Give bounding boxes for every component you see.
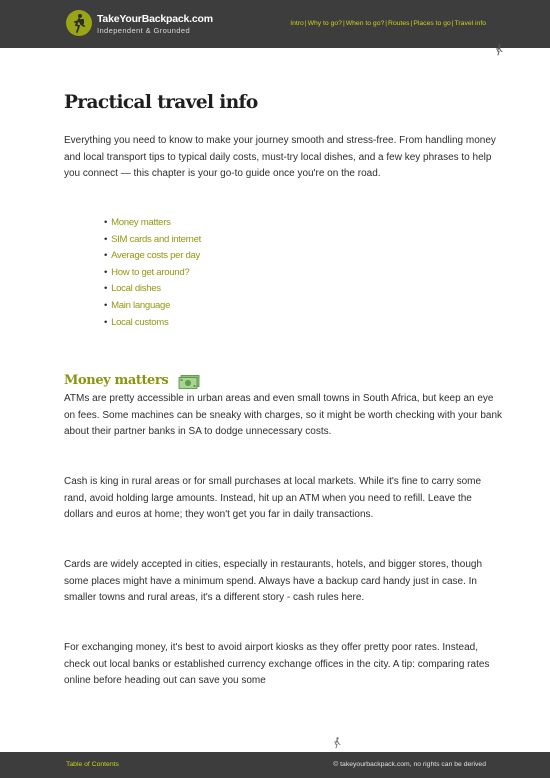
toc-item [104, 232, 201, 249]
toc-item [104, 265, 201, 282]
toc-link-get-around[interactable]: How to get around? [111, 266, 190, 278]
toc-link-main-language[interactable]: Main language [111, 299, 171, 311]
nav-item-routes[interactable]: Routes [388, 20, 410, 27]
nav-item-when-to-go[interactable]: When to go? [345, 20, 385, 27]
page-header [0, 0, 550, 48]
banknote-icon [178, 375, 200, 389]
toc-item [104, 215, 201, 232]
toc-link-sim-cards[interactable]: SIM cards and internet [111, 233, 201, 245]
nav-separator: | [342, 20, 345, 27]
toc-link-local-customs[interactable]: Local customs [111, 316, 169, 328]
nav-item-why-to-go[interactable]: Why to go? [307, 20, 342, 27]
toc-item [104, 315, 201, 332]
top-navigation [290, 20, 486, 27]
money-paragraph-cards: Cards are widely accepted in cities, especially in restaurants, hotels, and bigger stores, though some places might have a minimum spend. Always have a backup card handy just in case. In smaller towns and rural areas, it's a different story - cash rules here. [64, 559, 483, 604]
table-of-contents-list [104, 215, 201, 331]
money-paragraph-exchange: For exchanging money, it's best to avoid airport kiosks as they offer pretty poor rates. Instead, check out local banks or established currency exchange offices in the city. A tip: comparing rates online before heading out can save you some [64, 642, 490, 687]
nav-separator: | [410, 20, 413, 27]
toc-link-average-costs[interactable]: Average costs per day [111, 250, 201, 262]
toc-item [104, 298, 201, 315]
page-footer [0, 752, 550, 778]
hiker-icon [494, 44, 504, 56]
toc-item [104, 281, 201, 298]
nav-item-places-to-go[interactable]: Places to go [413, 20, 451, 27]
hiker-icon [332, 737, 342, 749]
page-title: Practical travel info [64, 92, 258, 113]
money-matters-heading: Money matters [64, 373, 169, 388]
toc-link-local-dishes[interactable]: Local dishes [111, 283, 161, 295]
brand-tagline: Independent & Grounded [97, 26, 191, 35]
copyright-notice: © takeyourbackpack.com, no rights can be derived [333, 761, 486, 768]
toc-item [104, 248, 201, 265]
toc-link-money-matters[interactable]: Money matters [111, 217, 171, 228]
nav-item-intro[interactable]: Intro [290, 20, 304, 27]
logo-hiker-icon[interactable] [66, 10, 92, 36]
nav-separator: | [385, 20, 388, 27]
brand-name[interactable]: TakeYourBackpack.com [97, 13, 213, 25]
table-of-contents-link[interactable]: Table of Contents [66, 761, 119, 768]
money-paragraph-atms: ATMs are pretty accessible in urban areas and even small towns in South Africa, but keep an eye on fees. Some machines can be sneaky with charges, so it might be worth checking with your bank about their partner banks in SA to dodge unnecessary costs. [64, 393, 503, 438]
nav-separator: | [304, 20, 307, 27]
nav-item-travel-info[interactable]: Travel info [454, 20, 486, 27]
money-paragraph-cash: Cash is king in rural areas or for small purchases at local markets. While it's fine to carry some rand, avoid holding large amounts. Instead, hit up an ATM when you need to refill. Leave the dollars and euros at home; they won't get you far in daily transactions. [64, 476, 482, 521]
intro-paragraph: Everything you need to know to make your journey smooth and stress-free. From handling money and local transport tips to typical daily costs, must-try local dishes, and a few key phrases to help you connect — this chapter is your go-to guide once you're on the road. [64, 135, 496, 180]
nav-separator: | [451, 20, 454, 27]
